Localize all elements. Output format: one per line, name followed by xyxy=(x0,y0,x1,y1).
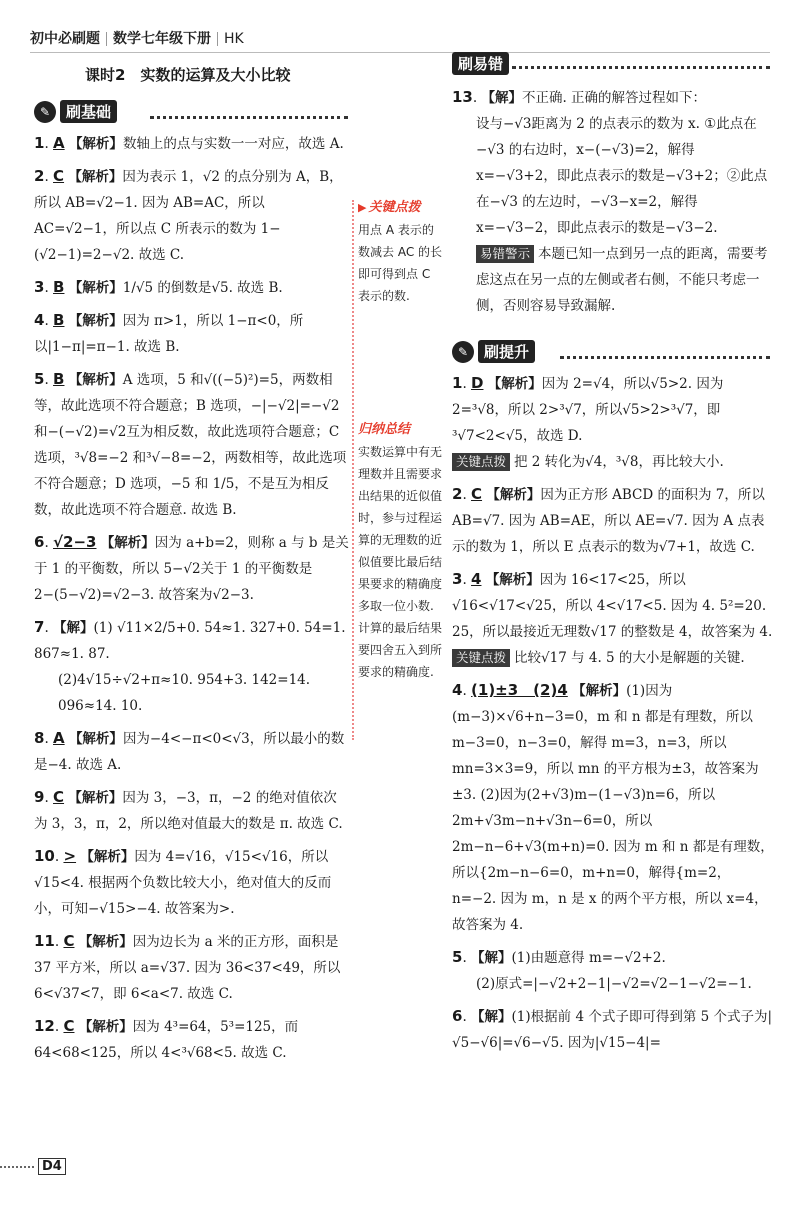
improve-badge xyxy=(452,340,535,363)
error-item-13: 13. 【解】不正确. 正确的解答过程如下： 设与−√3距离为 2 的点表示的数为 x. ①此点在−√3 的右边时，x−(−√3)=2，解得 x=−√3+2，即此点表示的数是−√3+2；②此点在−√3 的左边时，−√3−x=2，解得 x=−√3−2，即此点表示的数是−√3−2. 易错警示 本题已知一点到另一点的距离，需要考虑这点在另一点的左侧或者右侧，不能只考虑一侧，否则容易导致漏解. xyxy=(452,88,768,314)
improve-item-3: 3. 4 【解析】因为 16<17<25，所以√16<√17<√25，所以 4<√17<5. 因为 4. 5²=20. 25，所以最接近无理数√17 的整数是 4，故答案为 4. 关键点拨 比较√17 与 4. 5 的大小是解题的关键. xyxy=(452,570,773,666)
answer-item-7: 7. 【解】(1) √11×2/5+0. 54≈1. 327+0. 54=1. 867≈1. 87. (2)4√15÷√2+π≈10. 954+3. 142=14. 096≈14. 10. xyxy=(34,618,346,714)
page-number: D4 xyxy=(38,1158,66,1175)
side-note-key-tip: ▶ 关键点拨 用点 A 表示的数减去 AC 的长即可得到点 C 表示的数. xyxy=(358,200,443,303)
arrow-icon: ▶ xyxy=(358,201,367,214)
answer-item-6: 6. √2−3 【解析】因为 a+b=2，则称 a 与 b 是关于 1 的平衡数，所以 5−√2关于 1 的平衡数是 2−(5−√2)=√2−3. 故答案为√2−3. xyxy=(34,533,349,603)
pen-icon: ✎ xyxy=(452,341,474,363)
answer-item-10: 10. > 【解析】因为 4=√16，√15<√16，所以√15<4. 根据两个负数比较大小，绝对值大的反而小，可知−√15>−4. 故答案为>. xyxy=(34,847,332,917)
improve-badge-label: 刷提升 xyxy=(478,340,535,363)
right-error-section xyxy=(452,84,774,325)
error-warning-label: 易错警示 xyxy=(476,245,534,263)
left-column xyxy=(34,130,350,1072)
answer-item-11: 11. C 【解析】因为边长为 a 米的正方形，面积是 37 平方米，所以 a=√37. 因为 36<37<49，所以 6<√37<7，即 6<a<7. 故选 C. xyxy=(34,932,341,1002)
answer-item-1: 1. A 【解析】数轴上的点与实数一一对应，故选 A. xyxy=(34,134,344,152)
basic-divider xyxy=(150,116,348,119)
answer-item-2: 2. C 【解析】因为表示 1，√2 的点分别为 A，B，所以 AB=√2−1. 因为 AB=AC，所以 AC=√2−1，所以点 C 所表示的数为 1−(√2−1)=2−√2. 故选 C. xyxy=(34,167,343,263)
error-badge xyxy=(452,52,509,75)
basic-badge-label: 刷基础 xyxy=(60,100,117,123)
answer-item-5: 5. B 【解析】A 选项，5 和√((−5)²)=5，两数相等，故此选项不符合题意；B 选项，−|−√2|=−√2和−(−√2)=√2互为相反数，故此选项符合题意；C 选项，³√8=−2 和³√−8=−2，两数相等，故此选项不符合题意；D 选项，−5 和 1/5，不是互为相反数，故此选项不符合题意. 故选 B. xyxy=(34,370,347,518)
improve-item-2: 2. C 【解析】因为正方形 ABCD 的面积为 7，所以 AB=√7. 因为 AB=AE，所以 AE=√7. 因为 A 点表示的数为 1，所以 E 点表示的数为√7+1，故选 C. xyxy=(452,485,765,555)
subject-title: 数学七年级下册 xyxy=(113,31,211,47)
answer-item-8: 8. A 【解析】因为−4<−π<0<√3，所以最小的数是−4. 故选 A. xyxy=(34,729,345,773)
answer-item-12: 12. C 【解析】因为 4³=64，5³=125，而 64<68<125，所以 4<³√68<5. 故选 C. xyxy=(34,1017,299,1061)
page-header xyxy=(30,28,244,48)
right-improve-section xyxy=(452,370,774,1062)
book-title: 初中必刷题 xyxy=(30,31,100,47)
improve-divider xyxy=(560,356,770,359)
side-note-summary: 归纳总结 实数运算中有无理数并且需要求出结果的近似值时，参与过程运算的无理数的近似值要比最后结果要求的精确度多取一位小数. 计算的最后结果要四舍五入到所要求的精确度. xyxy=(358,422,443,679)
pen-icon: ✎ xyxy=(34,101,56,123)
answer-item-3: 3. B 【解析】1/√5 的倒数是√5. 故选 B. xyxy=(34,278,283,296)
improve-item-5: 5. 【解】(1)由题意得 m=−√2+2. (2)原式=|−√2+2−1|−√2=√2−1−√2=−1. xyxy=(452,948,752,992)
header-divider xyxy=(30,52,770,53)
footer-dots xyxy=(0,1166,34,1168)
error-badge-label: 刷易错 xyxy=(452,52,509,75)
improve-item-6: 6. 【解】(1)根据前 4 个式子即可得到第 5 个式子为|√5−√6|=√6−√5. 因为|√15−4|= xyxy=(452,1007,773,1051)
error-divider xyxy=(512,66,770,69)
improve-item-1: 1. D 【解析】因为 2=√4，所以√5>2. 因为 2=³√8，所以 2>³√7，所以√5>2>³√7，即³√7<2<√5，故选 D. 关键点拨 把 2 转化为√4，³√8，再比较大小. xyxy=(452,374,724,470)
side-note-rule xyxy=(352,200,354,740)
improve-item-4: 4. (1)±3 (2)4 【解析】(1)因为(m−3)×√6+n−3=0，m 和 n 都是有理数，所以 m−3=0，n−3=0，解得 m=3，n=3，所以 mn=3×3=9，所以 mn 的平方根为±3，故答案为±3. (2)因为(2+√3)m−(1−√3)n=6，所以 2m+√3m−n+√3n−6=0，所以 2m−n−6+√3(m+n)=0. 因为 m 和 n 都是有理数，所以{2m−n−6=0，m+n=0，解得{m=2，n=−2. 因为 m，n 是 x 的两个平方根，所以 x=4，故答案为 4. xyxy=(452,681,774,933)
lesson-title: 课时2 实数的运算及大小比较 xyxy=(85,66,291,84)
basic-badge xyxy=(34,100,117,123)
answer-item-9: 9. C 【解析】因为 3，−3，π，−2 的绝对值依次为 3，3，π，2，所以绝对值最大的数是 π. 故选 C. xyxy=(34,788,343,832)
edition: HK xyxy=(224,31,244,47)
answer-item-4: 4. B 【解析】因为 π>1，所以 1−π<0，所以|1−π|=π−1. 故选 B. xyxy=(34,311,304,355)
